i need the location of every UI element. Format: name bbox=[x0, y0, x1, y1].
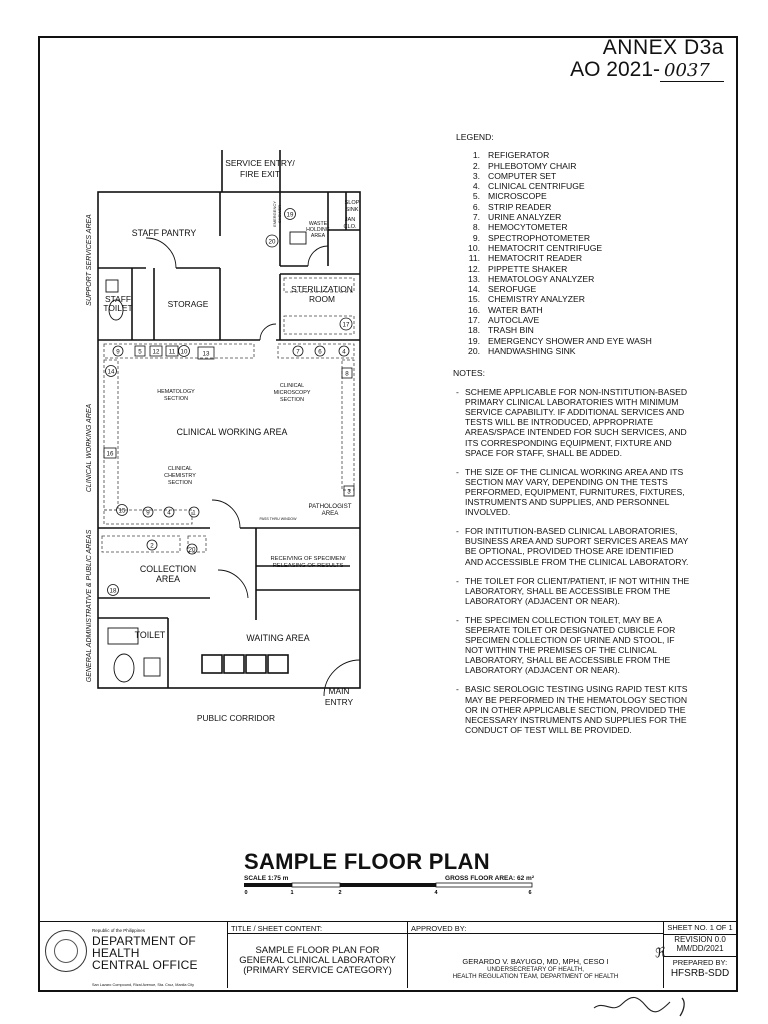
tag-9a bbox=[113, 346, 123, 356]
label-public-corridor: PUBLIC CORRIDOR bbox=[196, 713, 276, 723]
label-microscopy-2: MICROSCOPY bbox=[273, 390, 311, 396]
label-side-support: SUPPORT SERVICES AREA bbox=[86, 214, 93, 306]
approver: GERARDO V. BAYUGO, MD, MPH, CESO I UNDERSECRETARY OF HEALTH, HEALTH REGULATION TEAM, DEPARTMENT OF HEALTH bbox=[452, 957, 619, 981]
handwritten-signature bbox=[590, 992, 700, 1018]
department-name: DEPARTMENT OF HEALTH CENTRAL OFFICE bbox=[92, 934, 198, 972]
label-hematology-2: SECTION bbox=[164, 396, 188, 402]
svg-text:19: 19 bbox=[286, 211, 294, 219]
svg-text:20: 20 bbox=[188, 546, 196, 554]
scale-row bbox=[244, 875, 534, 882]
revision-date: MM/DD/2021 bbox=[664, 944, 736, 957]
label-collection-2: AREA bbox=[156, 574, 180, 584]
sheet-title: SAMPLE FLOOR PLAN FOR GENERAL CLINICAL LABORATORY (PRIMARY SERVICE CATEGORY) bbox=[239, 945, 396, 976]
svg-text:1: 1 bbox=[192, 509, 196, 517]
department-address: San Lazaro Compound, Rizal Avenue, Sta. Cruz, Manila City bbox=[92, 983, 195, 987]
tag-6 bbox=[315, 346, 325, 356]
tag-7 bbox=[293, 346, 303, 356]
label-waste-3: AREA bbox=[310, 233, 326, 239]
svg-text:12: 12 bbox=[152, 348, 160, 356]
legend-item: 9. SPECTROPHOTOMETER bbox=[472, 232, 591, 243]
svg-text:3: 3 bbox=[347, 488, 351, 496]
title-label: TITLE / SHEET CONTENT: bbox=[231, 924, 323, 933]
prepared-label: PREPARED BY: bbox=[672, 958, 728, 967]
drawing-title-block bbox=[244, 849, 544, 901]
label-receiving-1: RECEIVING OF SPECIMEN/ bbox=[270, 556, 346, 562]
tag-14 bbox=[106, 366, 117, 377]
prepared-by: HFSRB-SDD bbox=[670, 968, 730, 979]
legend-item: 20. HANDWASHING SINK bbox=[468, 345, 576, 356]
tag-13 bbox=[198, 347, 214, 359]
doh-block bbox=[40, 922, 228, 988]
sheet-title-block bbox=[40, 921, 736, 988]
svg-text:7: 7 bbox=[296, 348, 300, 356]
scale-tick: 2 bbox=[338, 890, 342, 896]
tag-4b bbox=[164, 507, 174, 517]
svg-text:4: 4 bbox=[167, 509, 171, 517]
note-item: - FOR INTITUTION-BASED CLINICAL LABORATORIES, BUSINESS AREA AND SUPORT SERVICES AREAS MAY BE OPTIONAL, PROVIDED THOSE ARE IDENTIFIED AND ACCESSIBLE FROM THE CLINICAL LABORATORY. bbox=[453, 526, 693, 566]
doh-seal-logo bbox=[45, 930, 87, 972]
tag-8 bbox=[342, 368, 352, 378]
tag-20a bbox=[266, 235, 278, 247]
legend-item: 2. PHLEBOTOMY CHAIR bbox=[472, 160, 577, 171]
note-item: - THE TOILET FOR CLIENT/PATIENT, IF NOT WITHIN THE LABORATORY, SHALL BE ACCESSIBLE FROM THE LABORATORY (ADJACENT OR NEAR). bbox=[453, 576, 693, 606]
svg-text:20: 20 bbox=[268, 238, 276, 246]
svg-text:5: 5 bbox=[138, 348, 142, 356]
svg-text:10: 10 bbox=[180, 348, 188, 356]
label-staff-pantry: STAFF PANTRY bbox=[131, 228, 197, 238]
initial-signature: ℜ bbox=[652, 945, 666, 962]
tag-3a bbox=[344, 486, 354, 496]
legend-item: 7. URINE ANALYZER bbox=[472, 212, 562, 223]
svg-text:11: 11 bbox=[168, 348, 176, 356]
title-cell bbox=[228, 922, 408, 988]
label-storage: STORAGE bbox=[167, 299, 209, 309]
sheet-info-cell bbox=[664, 922, 736, 988]
scale-label: SCALE 1:75 m bbox=[244, 875, 289, 882]
notes-title: NOTES: bbox=[453, 368, 485, 378]
legend-item: 8. HEMOCYTOMETER bbox=[472, 222, 568, 233]
label-microscopy-1: CLINICAL bbox=[279, 383, 305, 389]
label-emergency-2: SHOWER bbox=[277, 205, 282, 223]
label-slop-2: SINK bbox=[345, 207, 359, 213]
svg-text:15: 15 bbox=[118, 507, 126, 515]
drawing-title: SAMPLE FLOOR PLAN bbox=[244, 849, 490, 874]
tag-16 bbox=[104, 448, 116, 458]
tag-2 bbox=[147, 540, 157, 550]
legend-item: 6. STRIP READER bbox=[472, 201, 552, 212]
svg-text:13: 13 bbox=[202, 350, 210, 358]
floor-plan bbox=[80, 150, 380, 740]
legend-item: 15. CHEMISTRY ANALYZER bbox=[468, 294, 585, 305]
legend-item: 13. HEMATOLOGY ANALYZER bbox=[468, 273, 595, 284]
label-side-clinical: CLINICAL WORKING AREA bbox=[86, 403, 93, 493]
note-item: - THE SPECIMEN COLLECTION TOILET, MAY BE A SEPERATE TOILET OR DESIGNATED CUBICLE FOR SPECIMEN COLLECTION OF URINE AND STOOL, IF NOT WITHIN THE PREMISES OF THE CLINICAL LABORATORY, SHALL BE ACCESSIBLE FROM THE LABORATORY (ADJACENT OR NEAR). bbox=[453, 615, 693, 676]
republic-label: Republic of the Philippines bbox=[92, 928, 146, 933]
label-waste-2: HOLDING bbox=[306, 227, 330, 233]
svg-text:8: 8 bbox=[345, 370, 349, 378]
legend-item: 10. HEMATOCRIT CENTRIFUGE bbox=[468, 242, 603, 253]
label-staff-toilet-2: TOILET bbox=[103, 303, 133, 313]
approval-cell bbox=[408, 922, 664, 988]
svg-text:17: 17 bbox=[342, 321, 350, 329]
legend bbox=[456, 132, 652, 356]
ao-handwritten-number: 0037 bbox=[660, 60, 724, 82]
label-staff-toilet-1: STAFF bbox=[105, 294, 131, 304]
label-emergency-1: EMERGENCY bbox=[272, 201, 277, 227]
label-microscopy-3: SECTION bbox=[280, 397, 304, 403]
svg-text:14: 14 bbox=[107, 368, 115, 376]
tag-1 bbox=[189, 507, 199, 517]
revision: REVISION 0.0 bbox=[674, 935, 726, 944]
label-side-general: GENERAL ADMINISTRATIVE & PUBLIC AREAS bbox=[86, 529, 93, 683]
scale-tick: 6 bbox=[528, 890, 532, 896]
legend-item: 1. REFIGERATOR bbox=[472, 150, 550, 161]
note-item: - SCHEME APPLICABLE FOR NON-INSTITUTION-BASED PRIMARY CLINICAL LABORATORIES WITH MINIMUM SERVICE CAPABILITY. IF ADDITIONAL SERVICES AND TESTS WILL BE INTRODUCED, APPROPRIATE AREAS/SPACE INTENDED FOR SUCH SERVICES, AND ITS CORRESPONDING EQUIPMENT, FIXTURE AND SPACE FOR STAFF, SHALL BE ADDED. bbox=[453, 387, 693, 458]
label-waste-1: WASTE bbox=[308, 221, 328, 227]
legend-item: 16. WATER BATH bbox=[468, 304, 543, 315]
label-toilet: TOILET bbox=[134, 630, 166, 640]
label-slop-1: SLOP bbox=[344, 200, 360, 206]
legend-item: 12. PIPPETTE SHAKER bbox=[468, 263, 568, 274]
tag-9b bbox=[143, 507, 153, 517]
tag-10 bbox=[179, 346, 190, 357]
label-pass-thru: PASS THRU WINDOW bbox=[259, 517, 297, 521]
gross-floor-area: GROSS FLOOR AREA: 62 m² bbox=[445, 875, 534, 882]
label-chemistry-2: CHEMISTRY bbox=[164, 473, 196, 479]
svg-text:16: 16 bbox=[106, 450, 114, 458]
svg-text:18: 18 bbox=[109, 587, 117, 595]
label-jan-2: CLO. bbox=[343, 224, 357, 230]
svg-text:6: 6 bbox=[318, 348, 322, 356]
legend-item: 19. EMERGENCY SHOWER AND EYE WASH bbox=[468, 335, 652, 346]
scale-tick: 1 bbox=[290, 890, 294, 896]
annex-label bbox=[570, 36, 724, 82]
tag-19 bbox=[285, 209, 296, 220]
label-fire-exit: FIRE EXIT bbox=[239, 169, 281, 179]
tag-5a bbox=[135, 346, 145, 356]
legend-item: 14. SEROFUGE bbox=[468, 284, 537, 295]
legend-item: 17. AUTOCLAVE bbox=[468, 315, 540, 326]
label-waiting-area: WAITING AREA bbox=[246, 633, 310, 643]
sheet-number: SHEET NO. 1 OF 1 bbox=[664, 922, 736, 935]
legend-item: 3. COMPUTER SET bbox=[472, 170, 557, 181]
label-jan-1: JAN bbox=[344, 217, 356, 223]
note-item: - THE SIZE OF THE CLINICAL WORKING AREA AND ITS SECTION MAY VARY, DEPENDING ON THE TESTS PERFORMED, EQUIPMENT, FURNITURES, FIXTURES, INSTRUMENTS AND SUPPLIES, AND PERSONNEL INVOLVED. bbox=[453, 467, 693, 517]
tag-11 bbox=[166, 346, 178, 356]
label-service-entry: SERVICE ENTRY/ bbox=[225, 158, 295, 168]
label-main-entry-1: MAIN bbox=[328, 686, 350, 696]
tag-12 bbox=[150, 346, 162, 356]
svg-text:2: 2 bbox=[150, 542, 154, 550]
label-main-entry-2: ENTRY bbox=[324, 697, 354, 707]
label-hematology-1: HEMATOLOGY bbox=[157, 389, 195, 395]
legend-list bbox=[456, 150, 652, 356]
approved-label: APPROVED BY: bbox=[411, 924, 467, 933]
legend-item: 11. HEMATOCRIT READER bbox=[468, 253, 583, 264]
legend-item: 4. CLINICAL CENTRIFUGE bbox=[472, 181, 585, 192]
tag-20b bbox=[187, 544, 197, 554]
legend-item: 5. MICROSCOPE bbox=[472, 191, 547, 202]
scale-tick: 0 bbox=[244, 890, 248, 896]
label-sterilization-1: STERILIZATION bbox=[291, 284, 353, 294]
note-item: - BASIC SEROLOGIC TESTING USING RAPID TEST KITS MAY BE PERFORMED IN THE HEMATOLOGY SECTION OR IN OTHER APPLICABLE SECTION, PROVIDED THE NECESSARY INSTRUMENTS AND SUPPLIES FOR THE CONDUCT OF TEST WILL BE PROVIDED. bbox=[453, 684, 693, 734]
notes bbox=[453, 368, 693, 744]
label-chemistry-3: SECTION bbox=[168, 480, 192, 486]
tag-18 bbox=[108, 585, 119, 596]
tag-4a bbox=[339, 346, 349, 356]
label-clinical-working-area: CLINICAL WORKING AREA bbox=[176, 427, 288, 437]
svg-text:9: 9 bbox=[146, 509, 150, 517]
annex-title: ANNEX D3a bbox=[602, 36, 724, 59]
label-pathologist-1: PATHOLOGIST bbox=[308, 503, 352, 510]
svg-text:9: 9 bbox=[116, 348, 120, 356]
legend-title: LEGEND: bbox=[456, 132, 494, 142]
scale-bar bbox=[244, 882, 544, 896]
label-collection-1: COLLECTION bbox=[139, 564, 197, 574]
label-chemistry-1: CLINICAL bbox=[167, 466, 193, 472]
svg-text:4: 4 bbox=[342, 348, 346, 356]
ao-number: AO 2021- 0037 bbox=[570, 58, 724, 82]
label-receiving-2: RELEASING OF RESULTS bbox=[272, 563, 344, 569]
tag-17 bbox=[340, 318, 352, 330]
legend-item: 18. TRASH BIN bbox=[468, 325, 534, 336]
label-pathologist-2: AREA bbox=[321, 510, 339, 517]
scale-tick: 4 bbox=[434, 890, 438, 896]
label-sterilization-2: ROOM bbox=[308, 294, 336, 304]
